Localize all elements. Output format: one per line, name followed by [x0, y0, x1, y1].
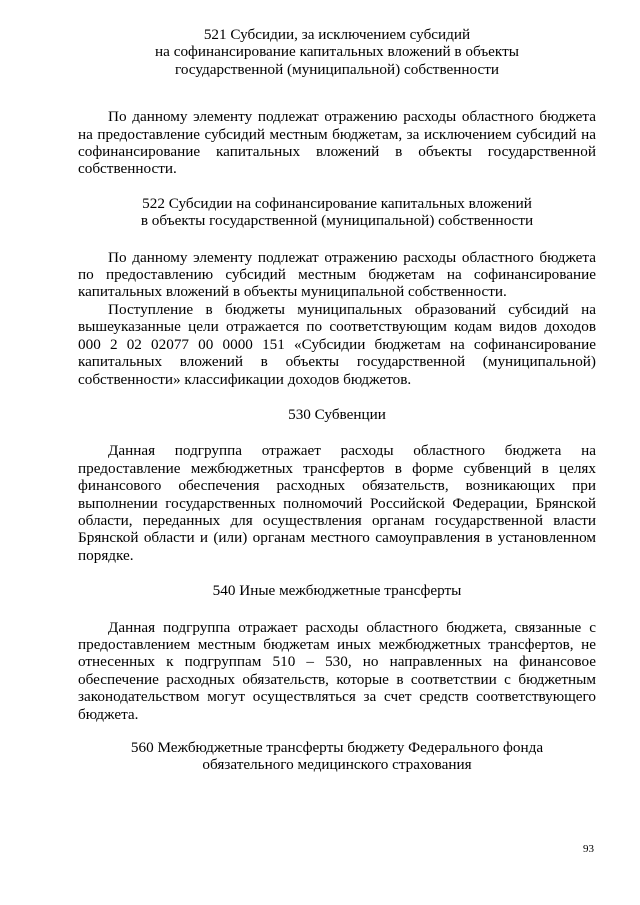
- heading-line: обязательного медицинского страхования: [202, 756, 472, 774]
- heading-line: на софинансирование капитальных вложений в объекты: [155, 43, 519, 61]
- section-heading: [78, 739, 596, 774]
- heading-line: 522 Субсидии на софинансирование капитальных вложений: [142, 194, 532, 212]
- section-heading: [78, 26, 596, 78]
- paragraph: Поступление в бюджеты муниципальных образований субсидий на вышеуказанные цели отражается по соответствующим кодам видов доходов 000 2 02 02077 00 0000 151 «Субсидии бюджетам на софинансирование капитальных вложений в объекты государственной (муниципальной) собственности» классификации доходов бюджетов.: [78, 300, 596, 388]
- section-521: [78, 26, 596, 178]
- paragraph: По данному элементу подлежат отражению расходы областного бюджета на предоставление субсидий местным бюджетам, за исключением субсидий на софинансирование капитальных вложений в объекты государственной собственности.: [78, 108, 596, 178]
- section-heading: [78, 582, 596, 599]
- section-heading: [78, 406, 596, 423]
- paragraph: Данная подгруппа отражает расходы областного бюджета, связанные с предоставлением местным бюджетам иных межбюджетных трансфертов, не отнесенных к подгруппам 510 – 530, но направленных на финансовое обеспечение расходных обязательств, которые в соответствии с бюджетным законодательством могут осуществляться за счет средств соответствующего бюджета.: [78, 618, 596, 723]
- heading-line: 560 Межбюджетные трансферты бюджету Федерального фонда: [130, 739, 544, 756]
- heading-line: государственной (муниципальной) собственности: [174, 60, 500, 78]
- paragraph: По данному элементу подлежат отражению расходы областного бюджета по предоставлению субсидий местным бюджетам на софинансирование капитальных вложений в объекты муниципальной собственности.: [78, 248, 596, 301]
- document-page: [78, 26, 596, 774]
- section-560: [78, 739, 596, 774]
- heading-line: 530 Субвенции: [288, 405, 386, 423]
- section-522: [78, 195, 596, 388]
- page-number: 93: [583, 843, 594, 855]
- section-540: [78, 582, 596, 723]
- heading-line: в объекты государственной (муниципальной) собственности: [140, 212, 534, 230]
- section-heading: [78, 195, 596, 230]
- section-530: [78, 406, 596, 564]
- heading-line: 521 Субсидии, за исключением субсидий: [203, 26, 471, 43]
- heading-line: 540 Иные межбюджетные трансферты: [212, 582, 462, 600]
- paragraph: Данная подгруппа отражает расходы областного бюджета на предоставление межбюджетных трансфертов в форме субвенций в целях финансового обеспечения расходных обязательств, возникающих при выполнении государственных полномочий Российской Федерации, Брянской области, переданных для осуществления органам государственной власти Брянской области и (или) органам местного самоуправления в установленном порядке.: [78, 442, 596, 564]
